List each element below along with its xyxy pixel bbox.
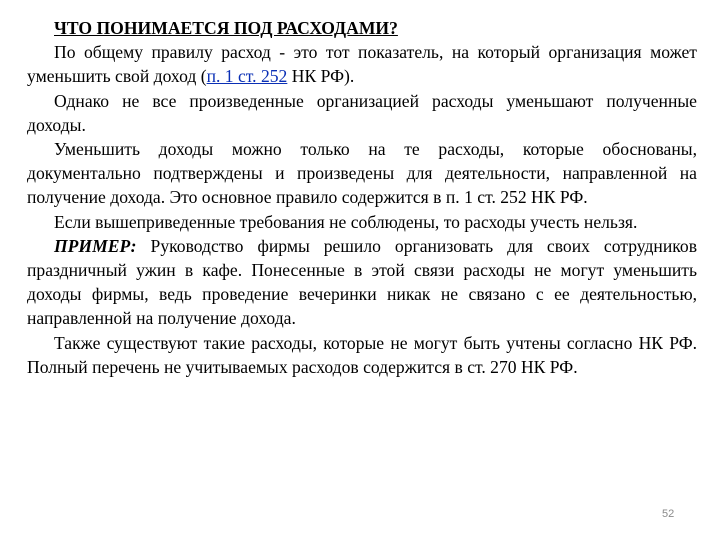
paragraph-not-all-expenses: Однако не все произведенные организацией расходы уменьшают полученные доходы. [27,90,697,135]
slide-heading [27,16,697,40]
paragraph-non-deductible: Также существуют такие расходы, которые не могут быть учтены согласно НК РФ. Полный перечень не учитываемых расходов содержится в ст. 270 НК РФ. [27,332,697,377]
paragraph-main-rule: Уменьшить доходы можно только на те расходы, которые обоснованы, документально подтверждены и произведены для деятельности, направленной на получение дохода. Это основное правило содержится в п. 1 ст. 252 НК РФ. [27,139,697,208]
paragraph-example [27,234,697,331]
paragraph-definition-text: По общему правилу расход - это тот показатель, на который организация может уменьшить свой доход ( [27,42,697,87]
paragraph-requirements: Если вышеприведенные требования не соблюдены, то расходы учесть нельзя. [54,211,638,232]
paragraph-definition-tail: НК РФ). [287,66,355,87]
example-label: ПРИМЕР: [54,235,137,256]
heading-text: ЧТО ПОНИМАЕТСЯ ПОД РАСХОДАМИ? [54,18,398,38]
example-text: Руководство фирмы решило организовать для своих сотрудников праздничный ужин в кафе. Понесенные в этой связи расходы не могут уменьшить доходы фирмы, ведь проведение вечеринки никак не связано с ее деятельностью, направленной на получение дохода. [27,235,697,329]
page-number: 52 [662,508,675,520]
law-reference-link[interactable]: п. 1 ст. 252 [206,66,288,87]
slide-body [27,16,697,379]
paragraph-definition [27,40,697,88]
